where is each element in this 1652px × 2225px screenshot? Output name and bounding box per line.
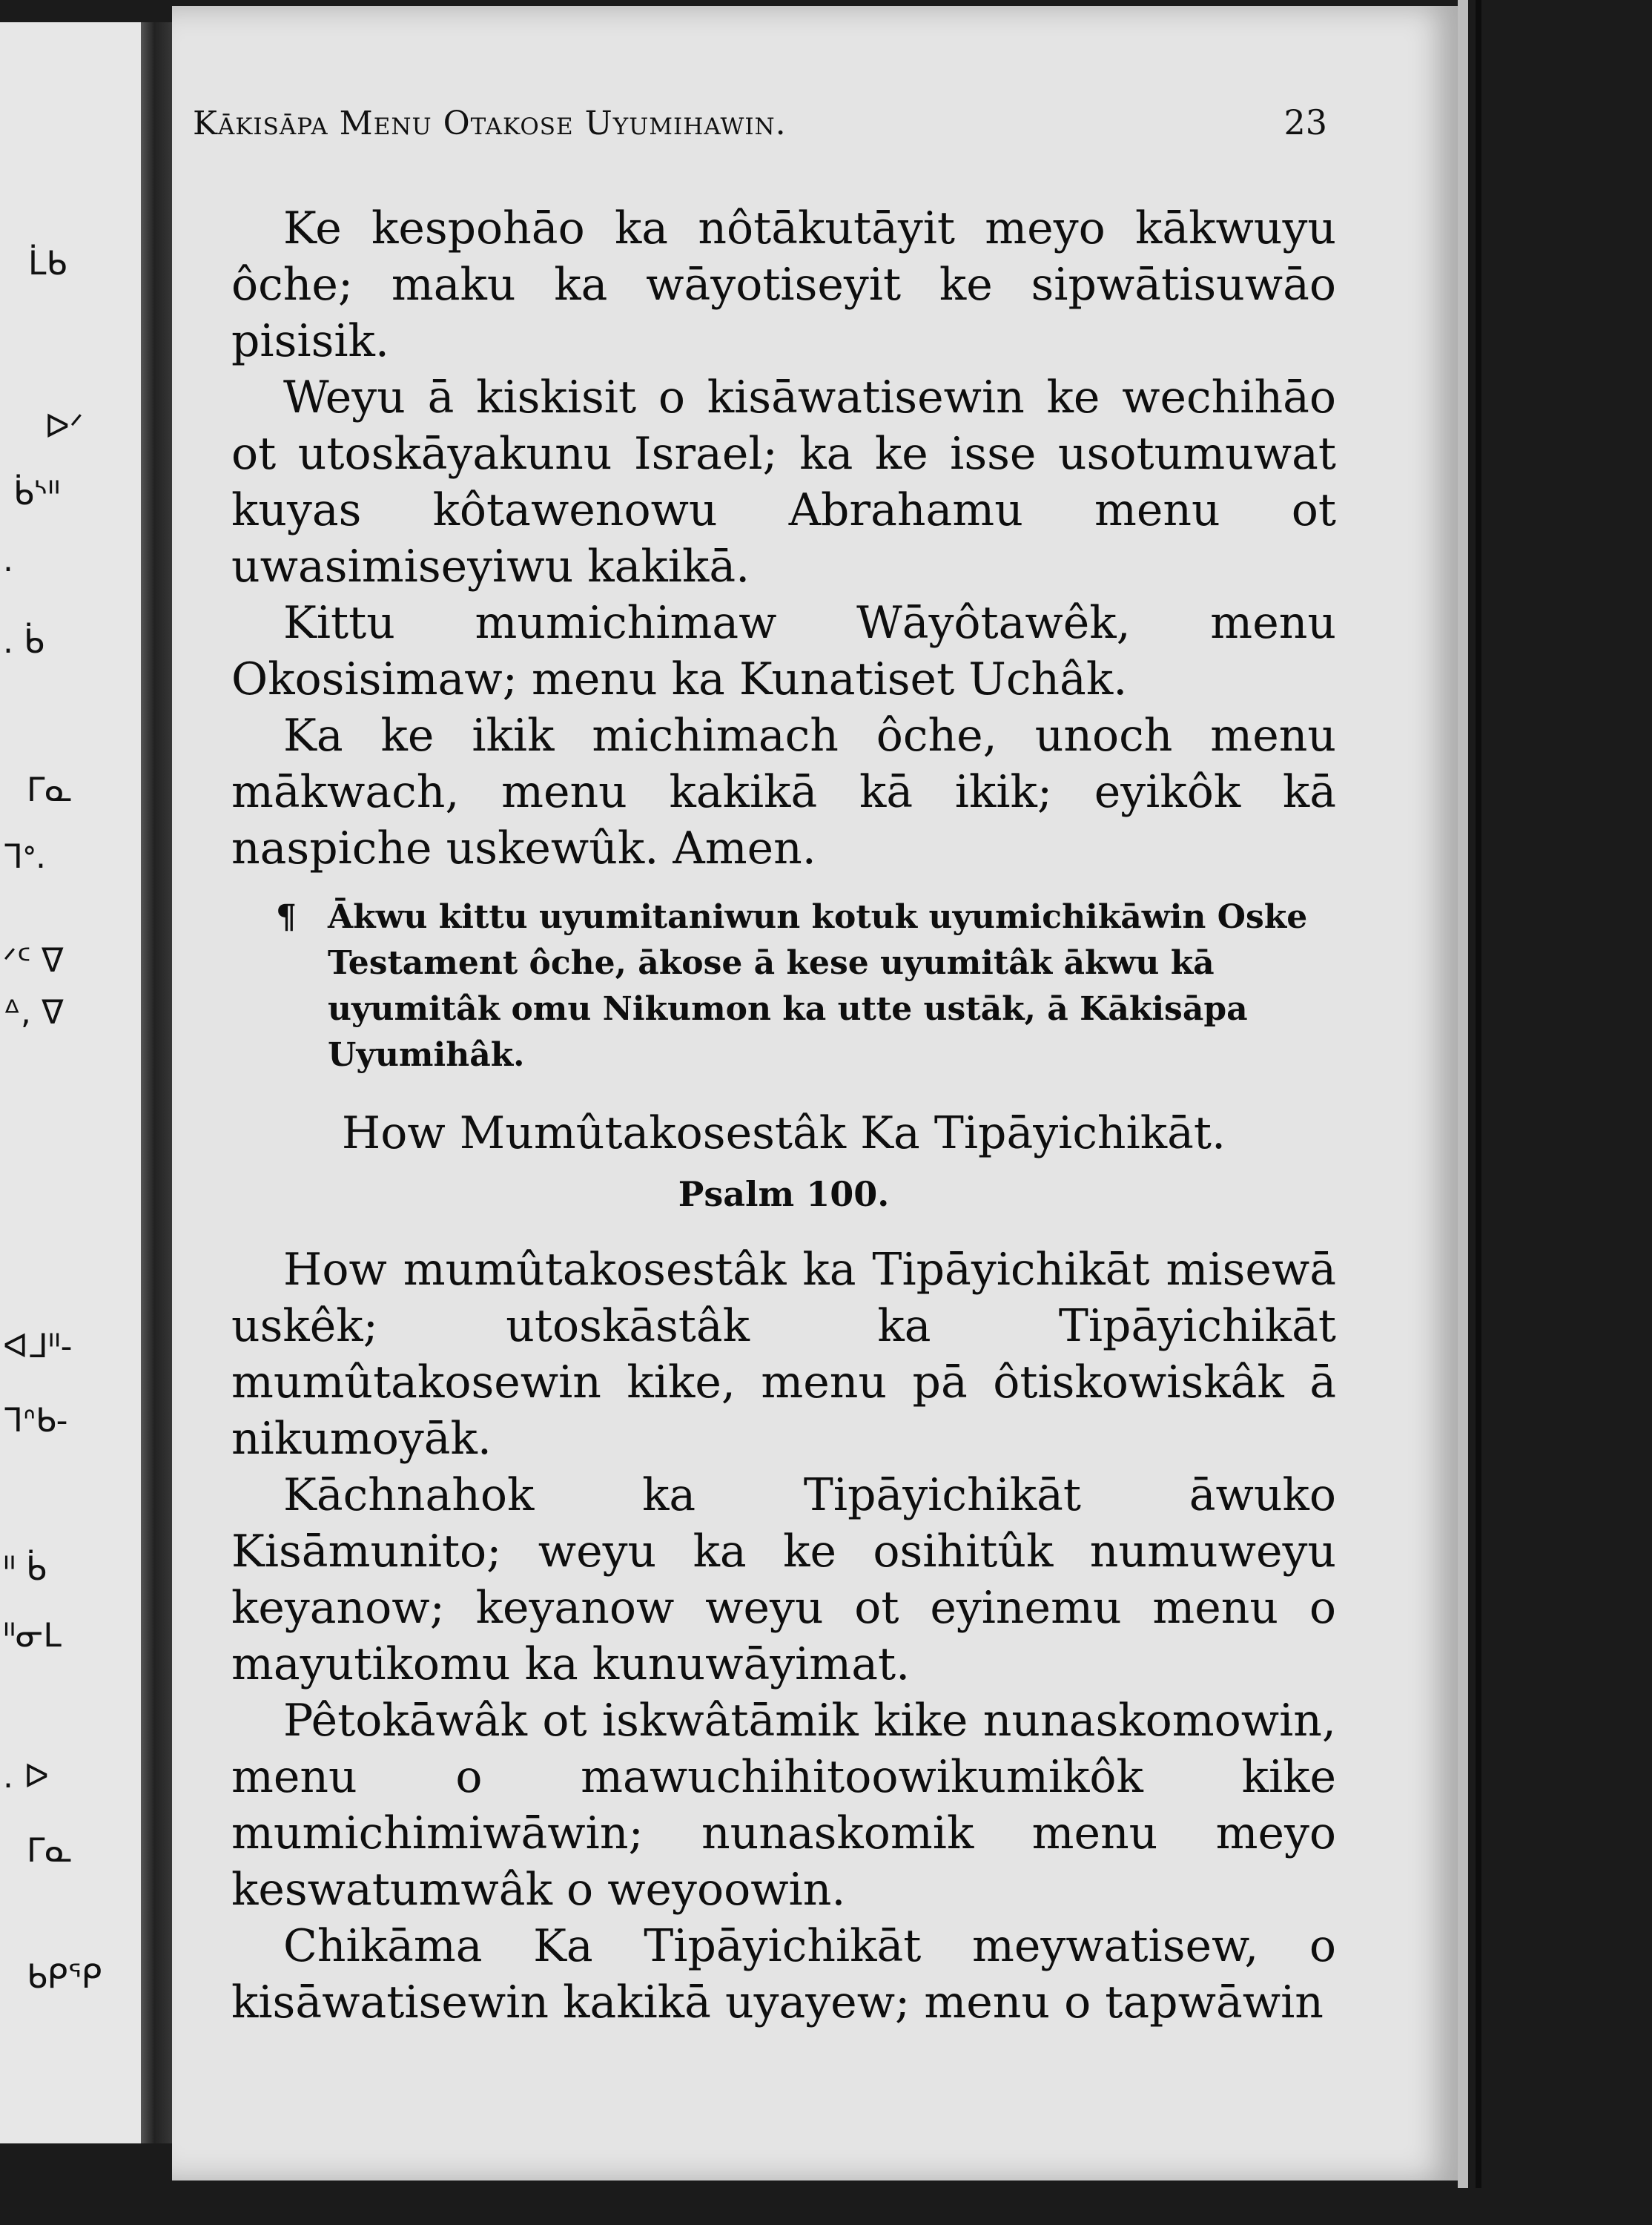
left-fragment: ᐅᐟ xyxy=(44,408,84,446)
left-fragment: ᐊᒧᐦ- xyxy=(3,1328,73,1365)
book-gutter xyxy=(141,22,175,2143)
left-fragment: ᑲᑭᕿ xyxy=(27,1958,102,1996)
paragraph: Ke kespohāo ka nôtākutāyit meyo kākwuyu ôche; maku ka wāyotiseyit ke sipwātisuwāo pisisik. xyxy=(231,202,1336,367)
left-fragment: ᐟᑦ ᐁ xyxy=(3,942,64,980)
left-fragment: . ᑳ xyxy=(3,623,44,661)
paragraph: How mumûtakosestâk ka Tipāyichikāt misewā uskêk; utoskāstâk ka Tipāyichikāt mumûtakosewin kike, menu pā ôtiskowiskâk ā nikumoyāk. xyxy=(231,1244,1336,1465)
left-fragment: ᐦᓂᒪ xyxy=(3,1617,62,1655)
left-fragment: ᐦ ᑳ xyxy=(3,1550,47,1588)
paragraph: Weyu ā kiskisit o kisāwatisewin ke wechihāo ot utoskāyakunu Israel; ka ke isse usotumuwat kuyas kôtawenowu Abrahamu menu ot uwasimiseyiwu kakikā. xyxy=(231,372,1336,593)
running-title: Kākisāpa Menu Otakose Uyumihawin. xyxy=(193,105,787,142)
left-fragment: ᒥᓇ xyxy=(27,1832,73,1870)
left-fragment: ᑳᔅᐦ xyxy=(13,475,61,512)
left-fragment: ᐞ, ᐁ xyxy=(3,994,64,1032)
left-fragment: ᒣᐢᑲ- xyxy=(3,1402,68,1440)
page-body xyxy=(231,200,1336,2031)
left-fragment: . xyxy=(3,541,13,579)
left-fragment: ᒣᐤ. xyxy=(3,838,46,876)
psalm-heading: Psalm 100. xyxy=(678,1174,890,1214)
pilcrow-icon: ¶ xyxy=(276,898,297,936)
paragraph: Chikāma Ka Tipāyichikāt meywatisew, o kisāwatisewin kakikā uyayew; menu o tapwāwin xyxy=(231,1920,1336,2028)
left-fragment: ᒥᓇ xyxy=(27,771,73,809)
section-title: How Mumûtakosestâk Ka Tipāyichikāt. xyxy=(341,1107,1226,1159)
paragraph: Kāchnahok ka Tipāyichikāt āwuko Kisāmunito; weyu ka ke osihitûk numuweyu keyanow; keyanow weyu ot eyinemu menu o mayutikomu ka kunuwāyimat. xyxy=(231,1469,1336,1690)
paragraph: Pêtokāwâk ot iskwâtāmik kike nunaskomowin, menu o mawuchihitoowikumikôk kike mumichimiwāwin; nunaskomik menu meyo keswatumwâk o weyoowin. xyxy=(231,1695,1336,1916)
paragraph: Ka ke ikik michimach ôche, unoch menu mākwach, menu kakikā kā ikik; eyikôk kā naspiche uskewûk. Amen. xyxy=(231,710,1336,874)
binding-edge xyxy=(1476,0,1481,2188)
page-header xyxy=(193,102,1327,154)
left-facing-page xyxy=(0,22,148,2143)
left-fragment: ᒫᑲ xyxy=(28,245,67,283)
page-edge xyxy=(1458,0,1468,2188)
left-fragment: . ᐅ xyxy=(3,1758,49,1796)
rubric-note xyxy=(231,894,1336,1078)
page-number: 23 xyxy=(1283,102,1327,142)
paragraph: Kittu mumichimaw Wāyôtawêk, menu Okosisimaw; menu ka Kunatiset Uchâk. xyxy=(231,597,1336,705)
rubric-text: Ākwu kittu uyumitaniwun kotuk uyumichikāwin Oske Testament ôche, ākose ā kese uyumitâk ākwu kā uyumitâk omu Nikumon ka utte ustāk, ā Kākisāpa Uyumihâk. xyxy=(328,898,1308,1074)
